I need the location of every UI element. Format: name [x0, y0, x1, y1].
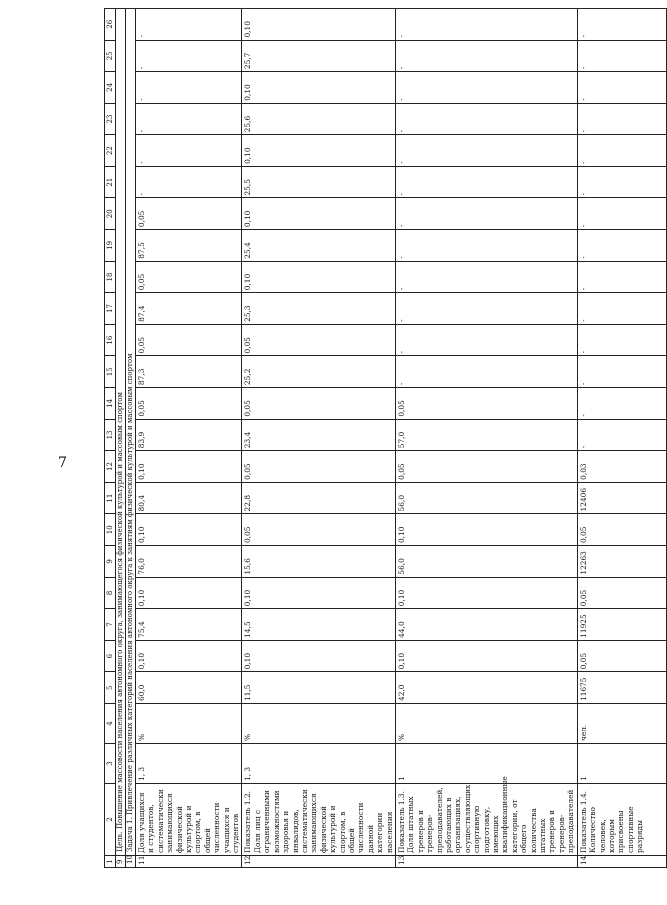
rotated-table-wrapper	[104, 8, 645, 868]
value-cell: 60,0	[136, 672, 242, 704]
value-cell: -	[577, 293, 666, 325]
column-number-cell: 18	[105, 261, 116, 293]
value-cell: -	[577, 8, 666, 40]
column-number-cell: 11	[105, 482, 116, 514]
column-number-cell: 15	[105, 356, 116, 388]
value-cell: -	[395, 72, 577, 104]
column-number-cell: 2	[105, 784, 116, 856]
value-cell: 0,05	[577, 514, 666, 546]
row-number: 12	[242, 856, 396, 868]
value-cell: -	[395, 293, 577, 325]
value-cell: -	[395, 8, 577, 40]
table-row	[395, 8, 577, 867]
row-number: 9	[116, 856, 126, 868]
column-number-cell: 19	[105, 230, 116, 262]
value-cell: -	[395, 356, 577, 388]
value-cell: 25,6	[242, 103, 396, 135]
table-row	[242, 8, 396, 867]
indicators-table	[104, 8, 667, 868]
row-number: 10	[126, 856, 136, 868]
task-text: Задача 1. Привлечение различных категорий населения автономного округа к занятиям физической культурой и массовым спортом	[126, 8, 136, 855]
column-number-cell: 9	[105, 546, 116, 578]
value-cell: -	[577, 324, 666, 356]
value-cell: 57,0	[395, 419, 577, 451]
value-cell: 0,10	[242, 72, 396, 104]
value-cell: -	[395, 261, 577, 293]
value-cell: 87,3	[136, 356, 242, 388]
column-number-cell: 20	[105, 198, 116, 230]
value-cell: 76,0	[136, 546, 242, 578]
value-cell: -	[136, 103, 242, 135]
column-number-cell: 5	[105, 672, 116, 704]
source-cell: 1, 3	[242, 744, 396, 784]
value-cell: -	[136, 8, 242, 40]
value-cell: 0,05	[577, 577, 666, 609]
indicator-name: Показатель 1.2. Доля лиц с ограниченными возможностями здоровья и инвалидов, систематически занимающихся физической культурой и спортом, в общей численности данной категории населения	[242, 784, 396, 856]
value-cell: 0,10	[136, 577, 242, 609]
value-cell: 25,4	[242, 230, 396, 262]
source-cell: 1	[577, 744, 666, 784]
column-number-cell: 13	[105, 419, 116, 451]
column-number-cell: 22	[105, 135, 116, 167]
value-cell: 25,2	[242, 356, 396, 388]
column-number-cell: 25	[105, 40, 116, 72]
value-cell: -	[577, 72, 666, 104]
value-cell: -	[577, 230, 666, 262]
value-cell: 0,03	[577, 451, 666, 483]
column-number-cell: 3	[105, 744, 116, 784]
value-cell: -	[395, 135, 577, 167]
column-number-cell: 14	[105, 388, 116, 420]
column-number-cell: 10	[105, 514, 116, 546]
value-cell: -	[577, 198, 666, 230]
value-cell: 0,05	[136, 261, 242, 293]
value-cell: 11925	[577, 609, 666, 641]
column-number-cell: 8	[105, 577, 116, 609]
value-cell: 0,10	[395, 514, 577, 546]
table-row	[577, 8, 666, 867]
value-cell: -	[136, 166, 242, 198]
column-number-cell: 24	[105, 72, 116, 104]
column-number-cell: 26	[105, 8, 116, 40]
value-cell: 25,7	[242, 40, 396, 72]
value-cell: 0,05	[136, 198, 242, 230]
source-cell: 1	[395, 744, 577, 784]
column-number-cell: 6	[105, 640, 116, 672]
value-cell: -	[577, 40, 666, 72]
value-cell: 0,05	[395, 451, 577, 483]
table-body	[105, 8, 667, 867]
unit-cell: %	[136, 704, 242, 744]
value-cell: -	[136, 135, 242, 167]
value-cell: -	[577, 419, 666, 451]
value-cell: 0,10	[242, 198, 396, 230]
value-cell: 0,05	[242, 324, 396, 356]
value-cell: 0,10	[242, 261, 396, 293]
value-cell: 0,05	[136, 388, 242, 420]
page-number: 7	[58, 455, 67, 471]
goal-text: Цель. Повышение массовости населения автономного округа, занимающегося физической культурой и массовым спортом	[116, 8, 126, 855]
goal-row	[116, 8, 126, 867]
value-cell: -	[395, 324, 577, 356]
value-cell: 0,10	[136, 514, 242, 546]
value-cell: 0,10	[136, 640, 242, 672]
row-number: 13	[395, 856, 577, 868]
value-cell: 0,10	[395, 577, 577, 609]
source-cell: 1, 3	[136, 744, 242, 784]
value-cell: -	[577, 356, 666, 388]
column-number-cell: 21	[105, 166, 116, 198]
column-number-cell: 17	[105, 293, 116, 325]
value-cell: 87,5	[136, 230, 242, 262]
column-number-cell: 1	[105, 856, 116, 868]
value-cell: -	[136, 72, 242, 104]
value-cell: 0,05	[242, 451, 396, 483]
value-cell: -	[395, 198, 577, 230]
value-cell: 0,05	[395, 388, 577, 420]
value-cell: -	[395, 166, 577, 198]
value-cell: -	[136, 40, 242, 72]
column-number-cell: 16	[105, 324, 116, 356]
value-cell: -	[577, 135, 666, 167]
value-cell: 44,0	[395, 609, 577, 641]
unit-cell: чел.	[577, 704, 666, 744]
value-cell: 0,10	[395, 640, 577, 672]
value-cell: -	[395, 103, 577, 135]
table-row	[136, 8, 242, 867]
value-cell: 11675	[577, 672, 666, 704]
value-cell: 0,10	[242, 640, 396, 672]
value-cell: -	[395, 230, 577, 262]
value-cell: 0,05	[136, 324, 242, 356]
value-cell: 56,0	[395, 482, 577, 514]
indicator-name: Показатель 1.4. Количество человек, которым присвоены спортивные разряды	[577, 784, 666, 856]
value-cell: 12406	[577, 482, 666, 514]
value-cell: 56,0	[395, 546, 577, 578]
value-cell: 80,4	[136, 482, 242, 514]
value-cell: 15,6	[242, 546, 396, 578]
value-cell: 25,5	[242, 166, 396, 198]
value-cell: 0,10	[136, 451, 242, 483]
task-row	[126, 8, 136, 867]
indicator-name: Доля учащихся и студентов, систематически занимающихся физической культурой и спортом, в общей численности учащихся и студентов	[136, 784, 242, 856]
row-number: 14	[577, 856, 666, 868]
value-cell: 83,9	[136, 419, 242, 451]
value-cell: 0,10	[242, 8, 396, 40]
value-cell: 0,10	[242, 135, 396, 167]
value-cell: 22,8	[242, 482, 396, 514]
value-cell: 12263	[577, 546, 666, 578]
value-cell: 75,4	[136, 609, 242, 641]
value-cell: -	[395, 40, 577, 72]
value-cell: 0,05	[577, 640, 666, 672]
column-number-cell: 12	[105, 451, 116, 483]
unit-cell: %	[242, 704, 396, 744]
value-cell: -	[577, 166, 666, 198]
value-cell: 87,4	[136, 293, 242, 325]
value-cell: 0,05	[242, 514, 396, 546]
column-number-cell: 23	[105, 103, 116, 135]
column-number-cell: 4	[105, 704, 116, 744]
column-number-cell: 7	[105, 609, 116, 641]
value-cell: -	[577, 103, 666, 135]
row-number: 11	[136, 856, 242, 868]
indicator-name: Показатель 1.3. Доля штатных тренеров и тренеров-преподавателей, работающих в организациях, осуществляющих спортивную подготовку, имеющих квалификационные категории, от общего количества штатных тренеров и тренеров-преподавателей	[395, 784, 577, 856]
unit-cell: %	[395, 704, 577, 744]
value-cell: 0,05	[242, 388, 396, 420]
column-number-row	[105, 8, 116, 867]
value-cell: 0,10	[242, 577, 396, 609]
value-cell: 14,5	[242, 609, 396, 641]
value-cell: 23,4	[242, 419, 396, 451]
value-cell: 25,3	[242, 293, 396, 325]
value-cell: 11,5	[242, 672, 396, 704]
value-cell: -	[577, 261, 666, 293]
value-cell: 42,0	[395, 672, 577, 704]
value-cell: -	[577, 388, 666, 420]
